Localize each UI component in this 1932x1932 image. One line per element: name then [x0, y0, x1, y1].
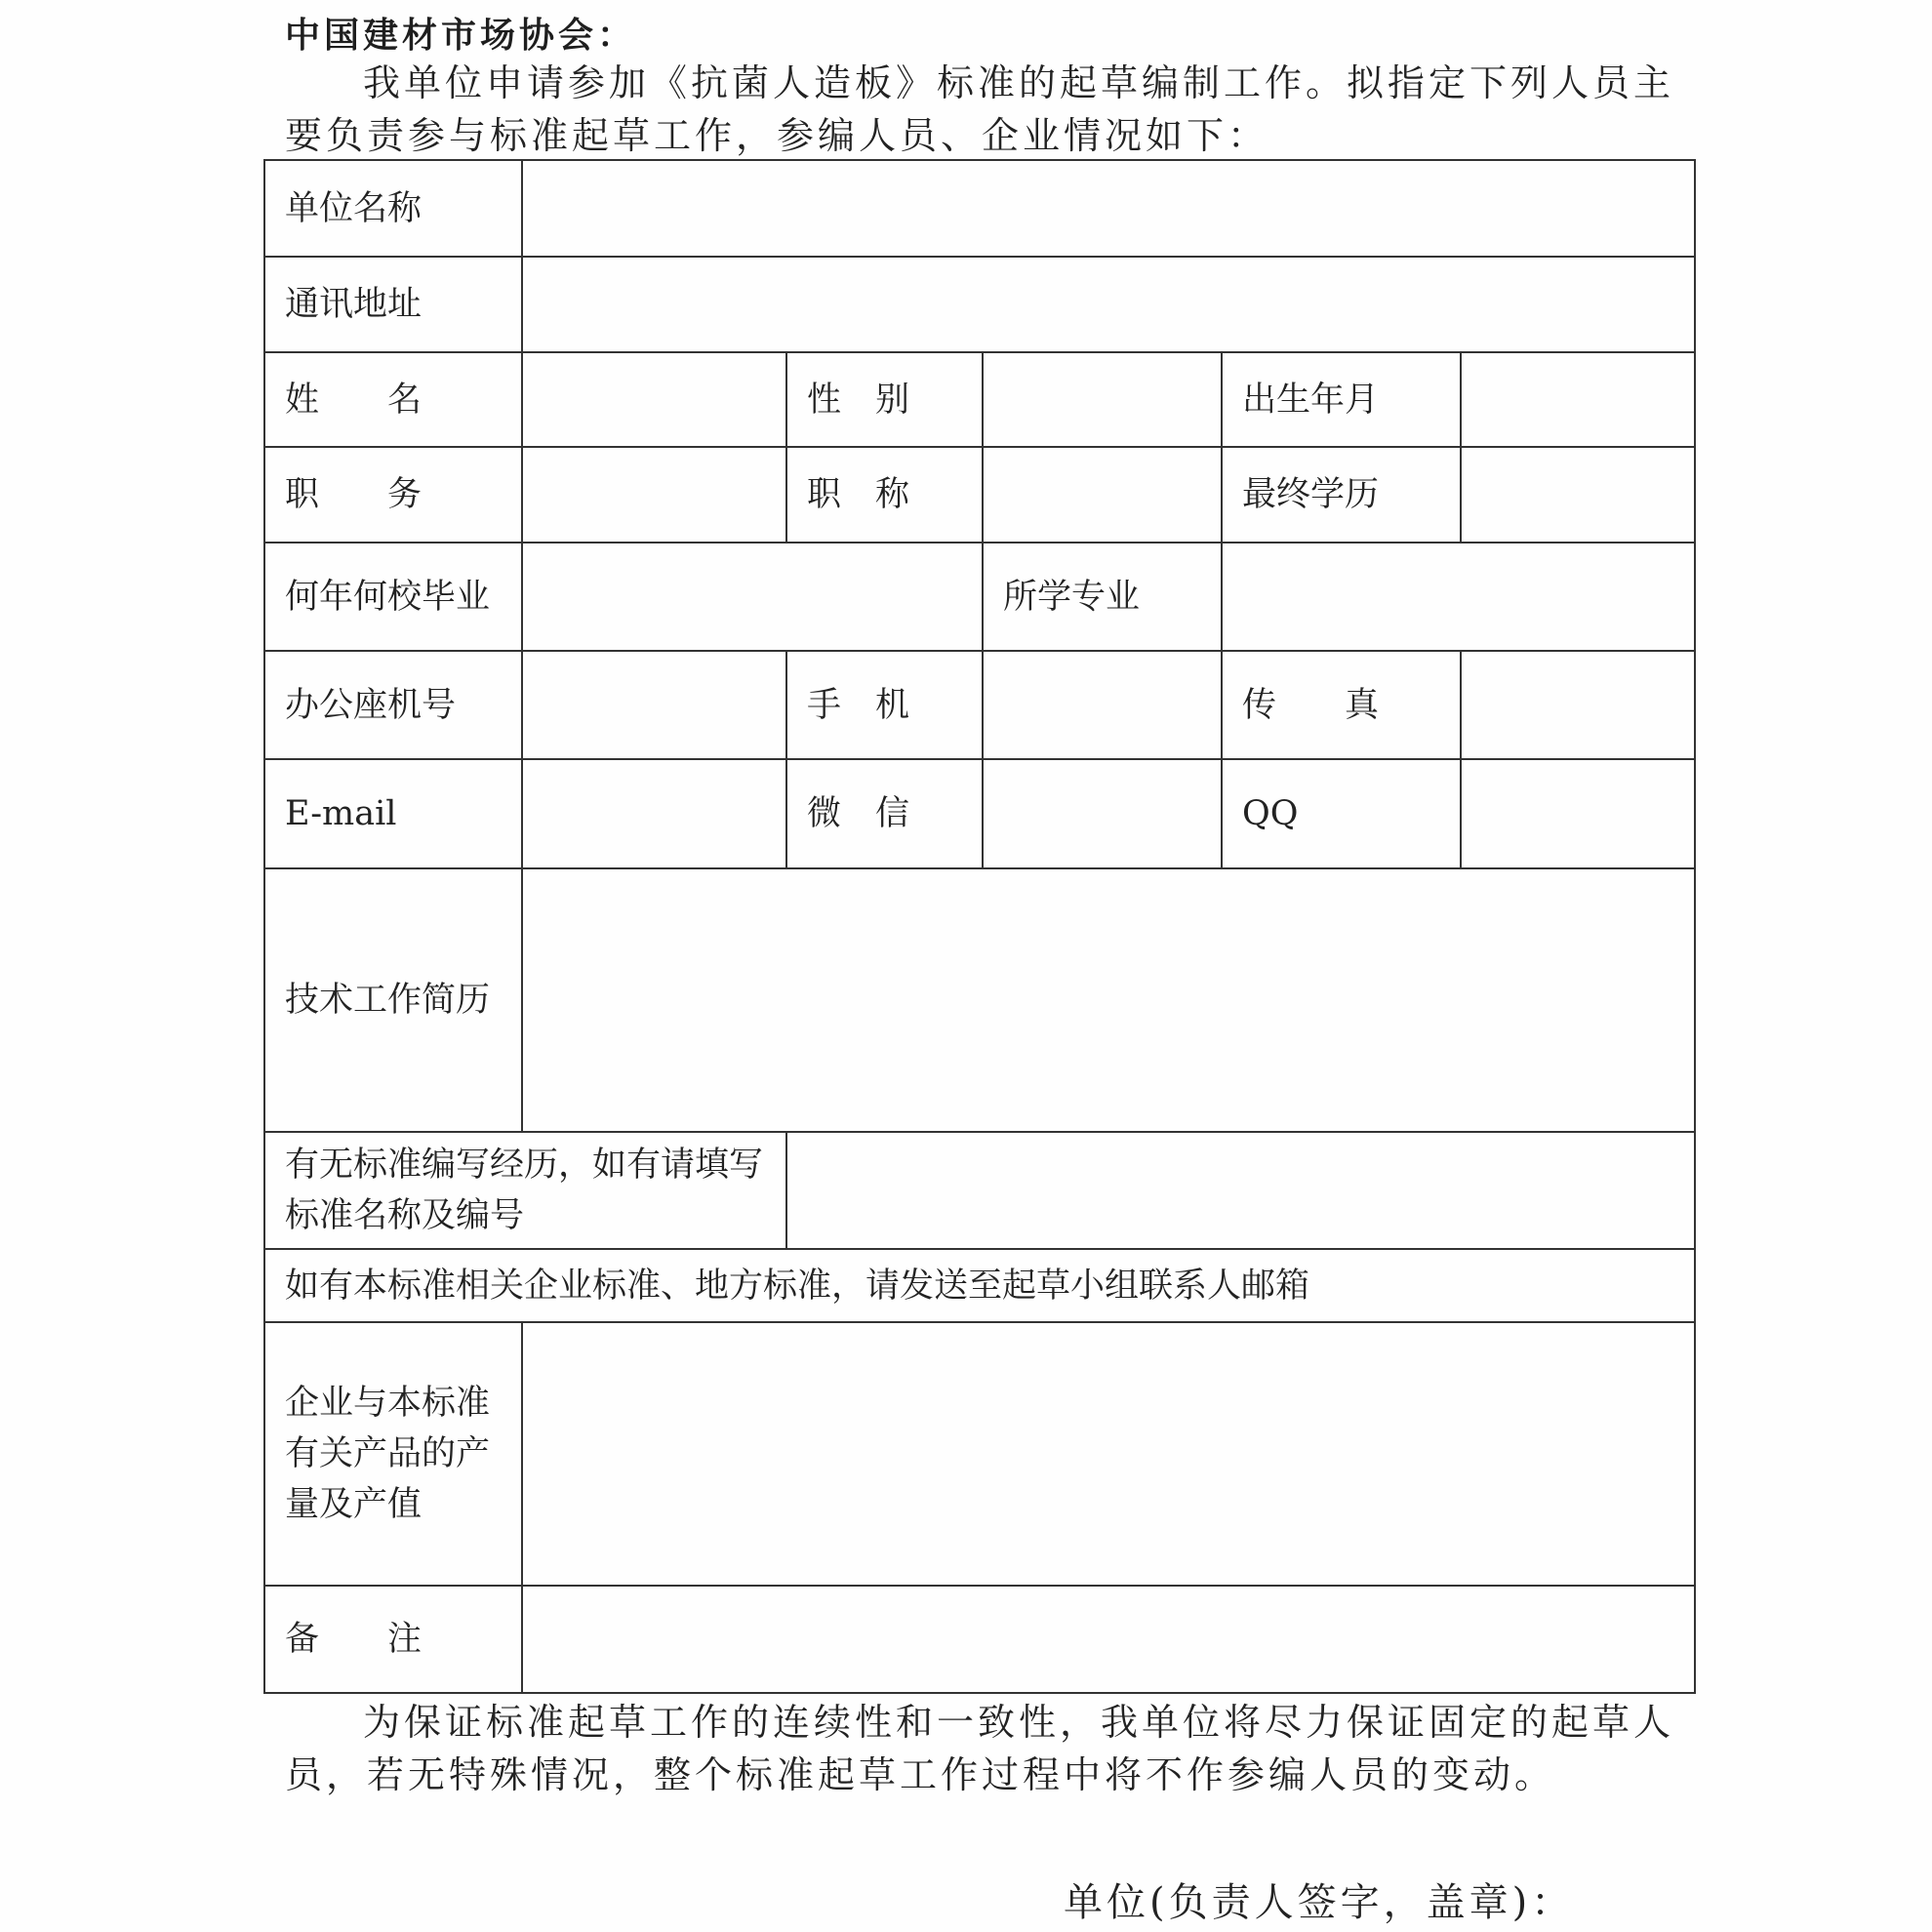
wechat-field[interactable] — [983, 759, 1222, 868]
row-remarks — [264, 1586, 1695, 1693]
major-field[interactable] — [1222, 543, 1695, 651]
unit-name-label: 单位名称 — [264, 160, 522, 257]
education-field[interactable] — [1461, 447, 1695, 543]
standard-experience-field[interactable] — [786, 1132, 1695, 1249]
office-phone-label: 办公座机号 — [264, 651, 522, 759]
row-position-info — [264, 447, 1695, 543]
position-field[interactable] — [522, 447, 786, 543]
row-standard-experience — [264, 1132, 1695, 1249]
title-label: 职 称 — [786, 447, 983, 543]
addressee: 中国建材市场协会： — [285, 15, 637, 56]
education-label: 最终学历 — [1222, 447, 1461, 543]
row-unit-name — [264, 160, 1695, 257]
birth-label: 出生年月 — [1222, 352, 1461, 447]
remarks-label: 备 注 — [264, 1586, 522, 1693]
mobile-field[interactable] — [983, 651, 1222, 759]
tech-resume-field[interactable] — [522, 868, 1695, 1132]
row-tech-resume — [264, 868, 1695, 1132]
position-label: 职 务 — [264, 447, 522, 543]
fax-field[interactable] — [1461, 651, 1695, 759]
gender-field[interactable] — [983, 352, 1222, 447]
address-field[interactable] — [522, 257, 1695, 352]
row-graduation — [264, 543, 1695, 651]
graduation-field[interactable] — [522, 543, 983, 651]
title-field[interactable] — [983, 447, 1222, 543]
remarks-field[interactable] — [522, 1586, 1695, 1693]
standard-experience-label: 有无标准编写经历，如有请填写标准名称及编号 — [264, 1132, 786, 1249]
registration-form-table — [263, 159, 1696, 1694]
office-phone-field[interactable] — [522, 651, 786, 759]
row-address — [264, 257, 1695, 352]
email-label: E-mail — [264, 759, 522, 868]
qq-label: QQ — [1222, 759, 1461, 868]
row-standard-notice — [264, 1249, 1695, 1322]
closing-paragraph: 为保证标准起草工作的连续性和一致性，我单位将尽力保证固定的起草人员，若无特殊情况，整个标准起草工作过程中将不作参编人员的变动。 — [285, 1701, 1675, 1796]
name-field[interactable] — [522, 352, 786, 447]
row-product-output — [264, 1322, 1695, 1586]
signature-line: 单位(负责人签字，盖章)： — [1064, 1880, 1575, 1925]
fax-label: 传 真 — [1222, 651, 1461, 759]
mobile-label: 手 机 — [786, 651, 983, 759]
unit-name-field[interactable] — [522, 160, 1695, 257]
graduation-label: 何年何校毕业 — [264, 543, 522, 651]
product-output-field[interactable] — [522, 1322, 1695, 1586]
birth-field[interactable] — [1461, 352, 1695, 447]
row-online-contacts — [264, 759, 1695, 868]
row-phone-contacts — [264, 651, 1695, 759]
gender-label: 性 别 — [786, 352, 983, 447]
major-label: 所学专业 — [983, 543, 1222, 651]
wechat-label: 微 信 — [786, 759, 983, 868]
product-output-label: 企业与本标准有关产品的产量及产值 — [264, 1322, 522, 1586]
tech-resume-label: 技术工作简历 — [264, 868, 522, 1132]
standard-notice: 如有本标准相关企业标准、地方标准，请发送至起草小组联系人邮箱 — [264, 1249, 1695, 1322]
email-field[interactable] — [522, 759, 786, 868]
intro-paragraph: 我单位申请参加《抗菌人造板》标准的起草编制工作。拟指定下列人员主要负责参与标准起草工作，参编人员、企业情况如下： — [285, 61, 1675, 157]
row-personal-info — [264, 352, 1695, 447]
qq-field[interactable] — [1461, 759, 1695, 868]
address-label: 通讯地址 — [264, 257, 522, 352]
name-label: 姓 名 — [264, 352, 522, 447]
